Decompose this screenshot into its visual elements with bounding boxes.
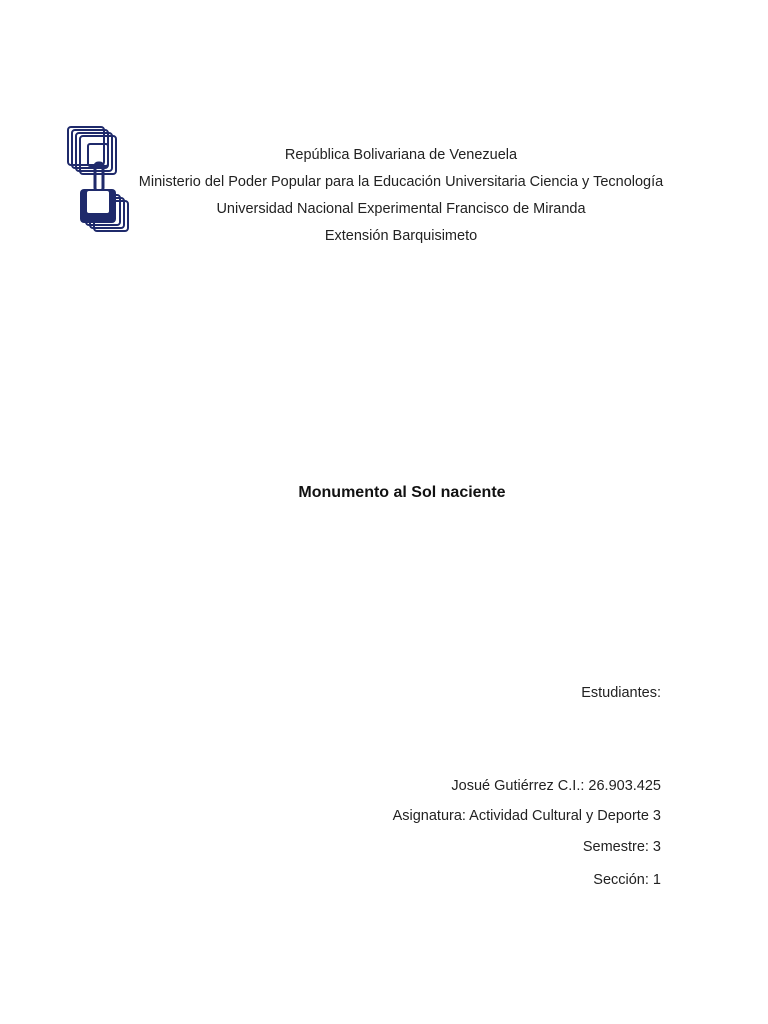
header-ministry: Ministerio del Poder Popular para la Educación Universitaria Ciencia y Tecnología [138, 174, 664, 190]
header-campus: Extensión Barquisimeto [324, 228, 478, 244]
section-line: Sección: 1 [593, 872, 661, 888]
subject-line: Asignatura: Actividad Cultural y Deporte 3 [392, 808, 661, 824]
header-university: Universidad Nacional Experimental Francisco de Miranda [216, 201, 586, 217]
document-title: Monumento al Sol naciente [298, 484, 506, 501]
header-country: República Bolivariana de Venezuela [284, 147, 518, 163]
students-label: Estudiantes: [581, 685, 661, 701]
semester-line: Semestre: 3 [582, 839, 661, 855]
student-name: Josué Gutiérrez C.I.: 26.903.425 [451, 778, 661, 794]
